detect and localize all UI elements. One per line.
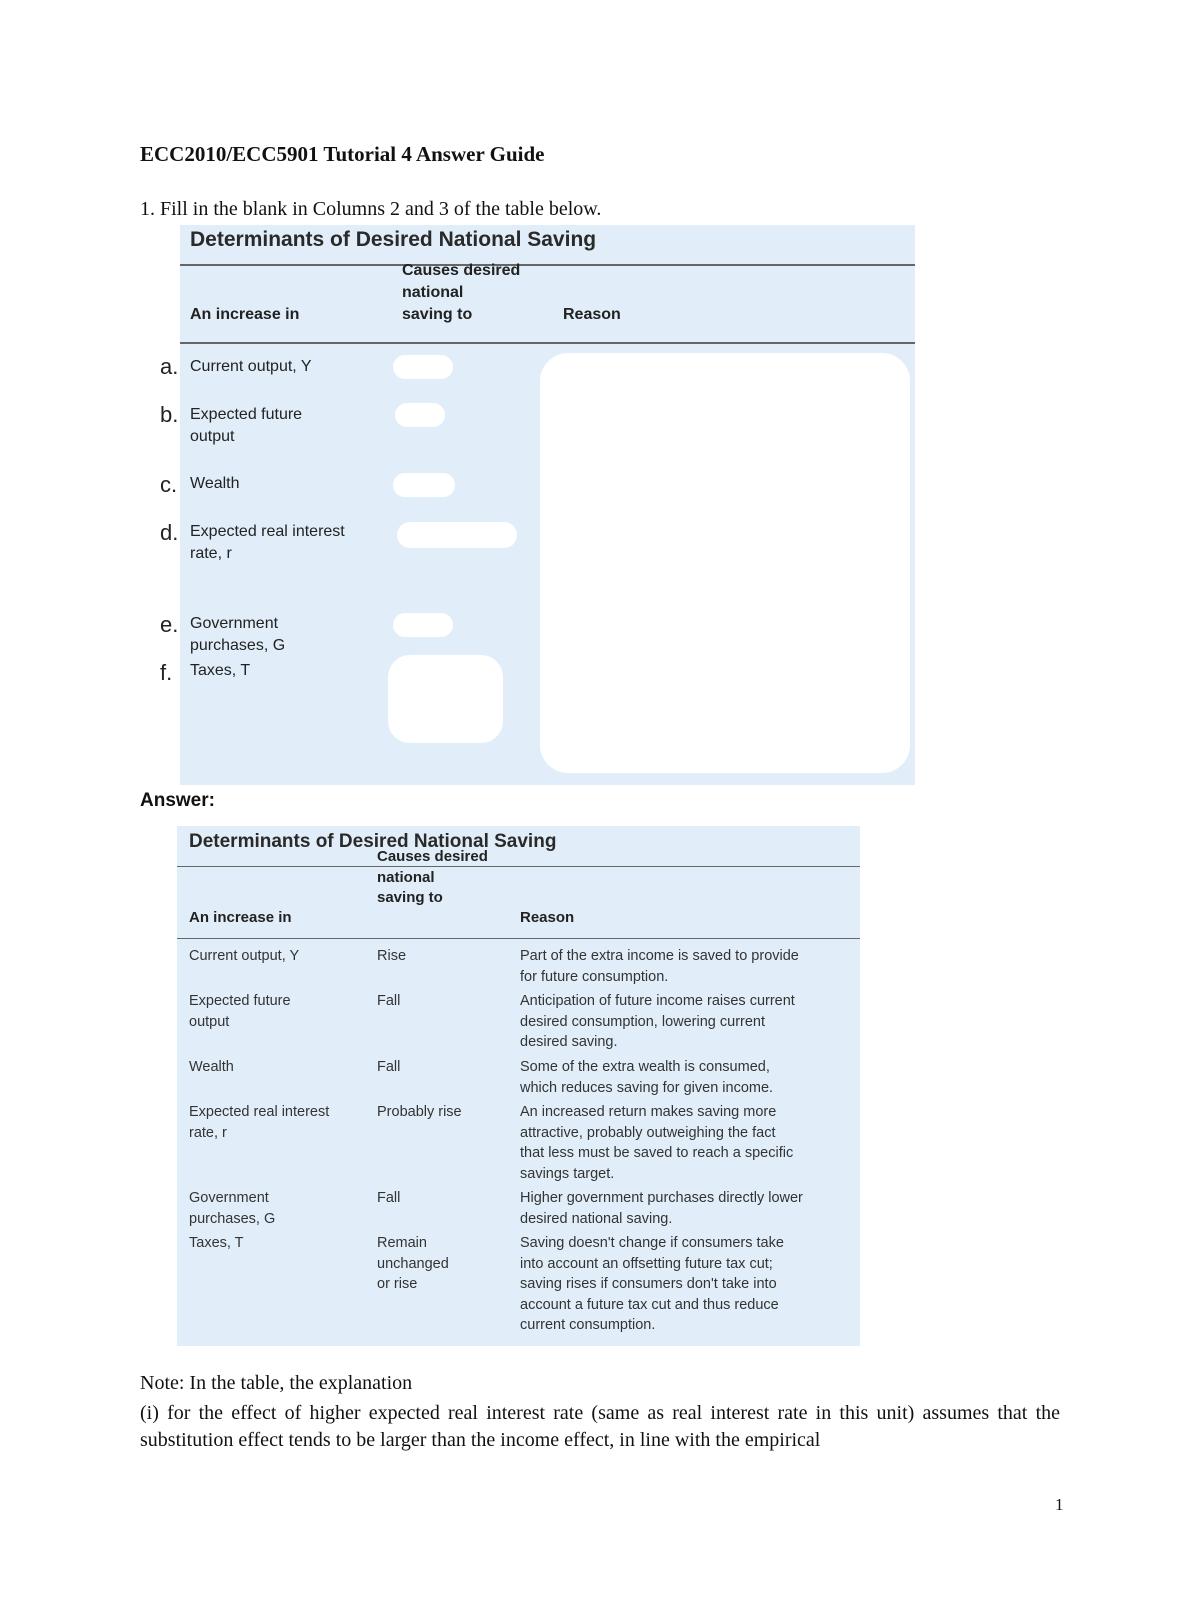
note-paragraph: (i) for the effect of higher expected real interest rate (same as real interest rate in this unit) assumes that the substitution effect tends to be larger than the income effect, in line with the empirical <box>140 1402 1060 1451</box>
answer-col1-header: An increase in <box>189 909 292 926</box>
blank-cell-f <box>388 655 503 743</box>
col1-header: An increase in <box>190 306 300 323</box>
row-d-item: Expected real interest rate, r <box>190 523 345 562</box>
answer-row-4-effect: Probably rise <box>377 1104 462 1120</box>
answer-row-3-reason: Some of the extra wealth is consumed, which reduces saving for given income. <box>520 1059 774 1096</box>
page-number: 1 <box>1055 1495 1064 1514</box>
answer-row-6-item: Taxes, T <box>189 1235 244 1251</box>
answer-row-6-reason: Saving doesn't change if consumers take into account an offsetting future tax cut; saving rises if consumers don't take into account a future tax cut and thus reduce current consumption. <box>520 1235 784 1333</box>
answer-label: Answer: <box>140 790 215 811</box>
row-c-item: Wealth <box>190 475 240 492</box>
answer-col3-header: Reason <box>520 909 575 926</box>
blank-cell-e <box>393 613 453 637</box>
row-letter-a: a. <box>160 354 179 379</box>
row-f-item: Taxes, T <box>190 662 251 679</box>
table-rule-header <box>180 342 915 344</box>
table-rule-top <box>180 264 915 266</box>
question-table <box>180 225 915 785</box>
row-b-item: Expected future output <box>190 406 303 445</box>
blank-reason-column <box>540 353 910 773</box>
col2-header: Causes desired national saving to <box>402 262 521 323</box>
note-line: Note: In the table, the explanation <box>140 1372 413 1394</box>
answer-rule-header <box>177 938 860 939</box>
question-1-text: 1. Fill in the blank in Columns 2 and 3 of the table below. <box>140 198 602 220</box>
answer-table-heading: Determinants of Desired National Saving <box>189 831 557 852</box>
answer-row-1-effect: Rise <box>377 948 407 964</box>
row-letter-c: c. <box>160 472 178 497</box>
answer-row-5-effect: Fall <box>377 1190 401 1206</box>
answer-row-4-reason: An increased return makes saving more attractive, probably outweighing the fact that less must be saved to reach a specific savings target. <box>520 1104 794 1182</box>
blank-cell-a <box>393 355 453 379</box>
col3-header: Reason <box>563 306 621 323</box>
answer-row-1-reason: Part of the extra income is saved to provide for future consumption. <box>520 948 799 985</box>
row-letter-d: d. <box>160 520 179 545</box>
row-letter-e: e. <box>160 612 179 637</box>
blank-cell-d <box>397 522 517 548</box>
answer-row-6-effect: Remain unchanged or rise <box>377 1235 449 1292</box>
answer-row-5-reason: Higher government purchases directly lower desired national saving. <box>520 1190 803 1227</box>
answer-row-1-item: Current output, Y <box>189 948 300 964</box>
answer-row-3-item: Wealth <box>189 1059 234 1075</box>
row-letter-f: f. <box>160 660 173 685</box>
blank-cell-b <box>395 403 445 427</box>
answer-row-4-item: Expected real interest rate, r <box>189 1104 330 1141</box>
row-a-item: Current output, Y <box>190 358 312 375</box>
blank-cell-c <box>393 473 455 497</box>
document-title: ECC2010/ECC5901 Tutorial 4 Answer Guide <box>140 142 545 166</box>
answer-row-2-item: Expected future output <box>189 993 291 1030</box>
answer-col2-header: Causes desired national saving to <box>377 848 488 906</box>
row-letter-b: b. <box>160 402 179 427</box>
question-table-heading: Determinants of Desired National Saving <box>190 228 597 251</box>
answer-row-2-effect: Fall <box>377 993 401 1009</box>
answer-table <box>177 826 860 1346</box>
answer-row-3-effect: Fall <box>377 1059 401 1075</box>
answer-row-2-reason: Anticipation of future income raises current desired consumption, lowering current desired saving. <box>520 993 795 1050</box>
row-e-item: Government purchases, G <box>190 615 286 654</box>
answer-rule-top <box>177 866 860 867</box>
answer-row-5-item: Government purchases, G <box>189 1190 276 1227</box>
